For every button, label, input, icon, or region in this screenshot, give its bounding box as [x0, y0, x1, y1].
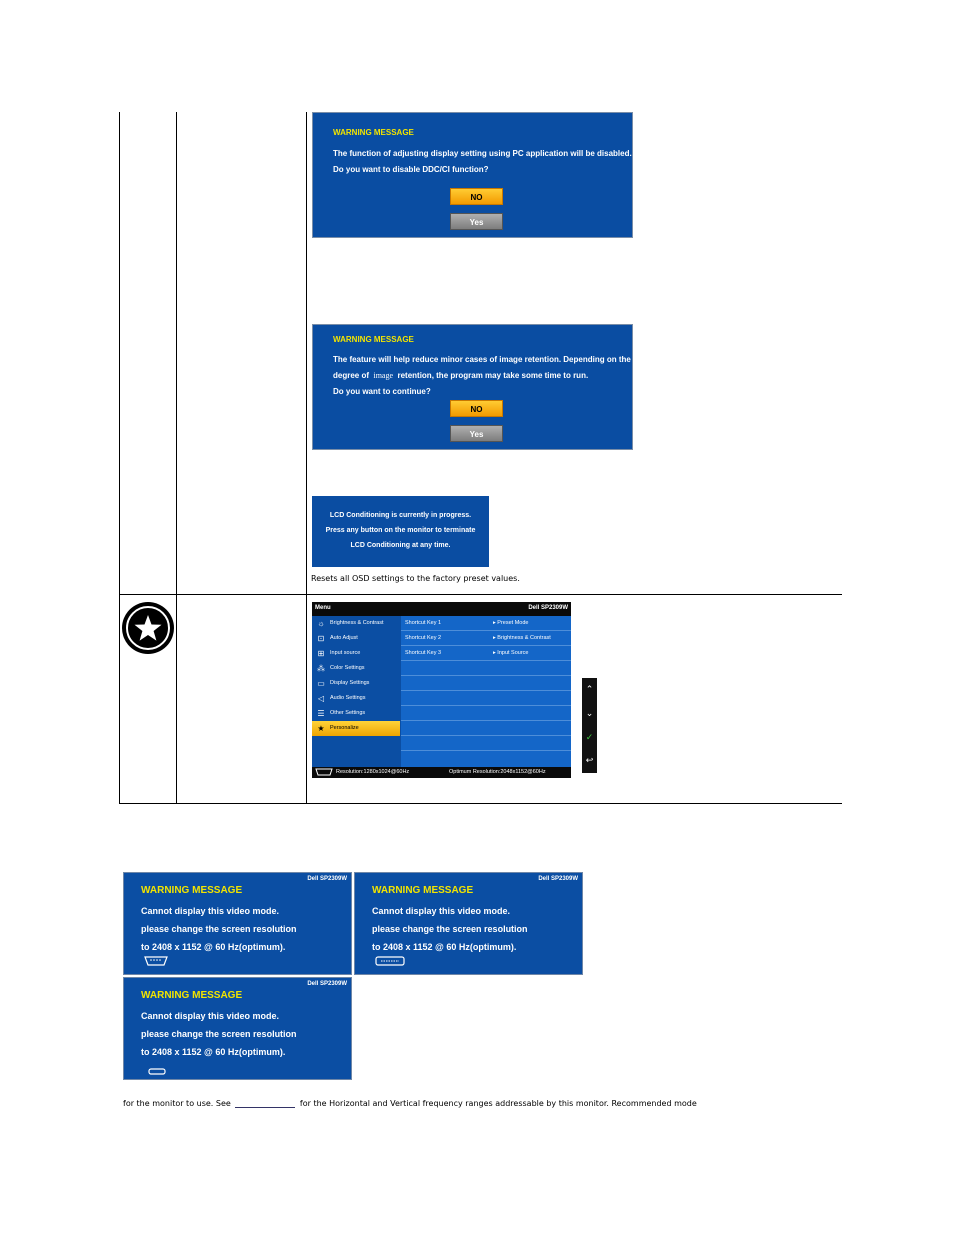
menu-item-color-settings[interactable]: [312, 661, 400, 676]
dialog-line: please change the screen resolution: [372, 924, 528, 934]
warning-dialog-hdmi: [123, 977, 352, 1080]
table-bottom-border: [119, 803, 842, 804]
color-settings-icon: ⁂: [317, 664, 325, 673]
down-arrow-icon[interactable]: ⌄: [585, 709, 594, 719]
empty-row: [401, 721, 571, 736]
dialog-title: WARNING MESSAGE: [141, 885, 243, 896]
model-label: Dell SP2309W: [307, 981, 347, 987]
shortcut-value-text: Input Source: [497, 650, 529, 656]
yes-button[interactable]: Yes: [450, 213, 503, 230]
model-label: Dell SP2309W: [538, 876, 578, 882]
menu-item-label: Display Settings: [330, 680, 370, 686]
osd-nav-buttons: [582, 678, 597, 773]
menu-item-auto-adjust[interactable]: [312, 631, 400, 646]
osd-menu-title: Menu: [315, 605, 331, 611]
osd-submenu: [401, 616, 571, 767]
dialog-line: Do you want to continue?: [333, 387, 431, 396]
osd-menu: [312, 602, 571, 778]
shortcut-key-label: Shortcut Key 1: [405, 620, 442, 626]
table-row-divider: [119, 594, 842, 595]
dialog-text: image: [373, 371, 394, 380]
sun-icon: ☼: [317, 619, 325, 628]
empty-row: [401, 676, 571, 691]
dialog-text: retention, the program may take some time to run.: [397, 371, 589, 380]
menu-item-other-settings[interactable]: [312, 706, 400, 721]
shortcut-value-text: Brightness & Contrast: [497, 635, 551, 641]
osd-status-bar: [312, 767, 571, 778]
menu-item-label: Auto Adjust: [330, 635, 358, 641]
star-icon: ★: [317, 724, 325, 733]
menu-item-input-source[interactable]: [312, 646, 400, 661]
no-button[interactable]: NO: [450, 400, 503, 417]
menu-item-label: Color Settings: [330, 665, 365, 671]
display-settings-icon: ▭: [317, 679, 325, 688]
hdmi-connector-icon: [148, 1062, 166, 1080]
empty-row: [401, 661, 571, 676]
warning-dialog-vga: [123, 872, 352, 975]
yes-button[interactable]: Yes: [450, 425, 503, 442]
shortcut-value: ▸ Brightness & Contrast: [493, 635, 551, 641]
dialog-line: Cannot display this video mode.: [372, 906, 511, 916]
progress-line: LCD Conditioning is currently in progress.: [329, 512, 472, 519]
other-settings-icon: ☰: [317, 709, 325, 718]
up-arrow-icon[interactable]: ⌃: [585, 685, 594, 695]
ddc-warning-dialog: [312, 112, 633, 238]
dialog-title: WARNING MESSAGE: [333, 335, 414, 344]
shortcut-row[interactable]: [401, 631, 571, 646]
table-border-col3: [306, 112, 307, 804]
empty-row: [401, 751, 571, 766]
no-button[interactable]: NO: [450, 188, 503, 205]
menu-item-label: Other Settings: [330, 710, 366, 716]
menu-item-brightness-contrast[interactable]: [312, 616, 400, 631]
dialog-title: WARNING MESSAGE: [333, 128, 414, 137]
dialog-line: The feature will help reduce minor cases of image retention. Depending on the: [333, 355, 631, 364]
shortcut-row[interactable]: [401, 616, 571, 631]
dialog-title: WARNING MESSAGE: [141, 990, 243, 1001]
empty-row: [401, 736, 571, 751]
menu-item-display-settings[interactable]: [312, 676, 400, 691]
menu-item-label: Brightness & Contrast: [330, 620, 384, 626]
dialog-line: to 2408 x 1152 @ 60 Hz(optimum).: [141, 942, 286, 952]
shortcut-value-text: Preset Mode: [497, 620, 529, 626]
specifications-link[interactable]: [235, 1098, 295, 1108]
table-border-col2: [176, 112, 177, 804]
warning-dialog-dvi: [354, 872, 583, 975]
lcd-conditioning-progress: [312, 496, 489, 567]
model-label: Dell SP2309W: [307, 876, 347, 882]
dialog-title: WARNING MESSAGE: [372, 885, 474, 896]
auto-adjust-icon: ⊡: [317, 634, 325, 643]
dialog-line: please change the screen resolution: [141, 924, 297, 934]
osd-header: [312, 602, 571, 616]
progress-line: LCD Conditioning at any time.: [350, 542, 451, 549]
menu-item-audio-settings[interactable]: [312, 691, 400, 706]
empty-row: [401, 691, 571, 706]
dialog-line: [333, 371, 588, 380]
menu-item-personalize[interactable]: [312, 721, 400, 736]
footer-text: [123, 1098, 697, 1108]
input-source-icon: ⊞: [317, 649, 325, 658]
shortcut-row[interactable]: [401, 646, 571, 661]
menu-item-label: Input source: [330, 650, 361, 656]
vga-connector-icon: [144, 953, 168, 971]
optimum-resolution: Optimum Resolution:2048x1152@60Hz: [449, 769, 546, 775]
table-border-left: [119, 112, 120, 804]
dialog-line: to 2408 x 1152 @ 60 Hz(optimum).: [372, 942, 517, 952]
dialog-line: The function of adjusting display setting using PC application will be disabled.: [333, 149, 632, 158]
dialog-line: Do you want to disable DDC/CI function?: [333, 165, 489, 174]
check-icon[interactable]: ✓: [585, 733, 594, 743]
footer-text-a: for the monitor to use. See: [123, 1099, 231, 1108]
dialog-line: to 2408 x 1152 @ 60 Hz(optimum).: [141, 1047, 286, 1057]
menu-item-label: Personalize: [330, 725, 359, 731]
vga-connector-icon: [315, 768, 333, 778]
shortcut-value: ▸ Preset Mode: [493, 620, 529, 626]
osd-main-menu: [312, 616, 400, 767]
dvi-connector-icon: [375, 953, 405, 971]
empty-row: [401, 706, 571, 721]
menu-item-label: Audio Settings: [330, 695, 366, 701]
dialog-line: Cannot display this video mode.: [141, 906, 280, 916]
shortcut-key-label: Shortcut Key 3: [405, 650, 442, 656]
footer-text-b: for the Horizontal and Vertical frequency ranges addressable by this monitor. Recommended mode: [299, 1099, 697, 1108]
reset-caption: Resets all OSD settings to the factory preset values.: [311, 574, 520, 583]
progress-line: Press any button on the monitor to terminate: [325, 527, 476, 534]
dialog-line: Cannot display this video mode.: [141, 1011, 280, 1021]
osd-model: Dell SP2309W: [528, 605, 568, 611]
shortcut-key-label: Shortcut Key 2: [405, 635, 442, 641]
speaker-icon: ◁: [317, 694, 325, 703]
dialog-text: degree of: [333, 371, 370, 380]
personalize-star-icon: [122, 602, 174, 654]
lcd-conditioning-warning-dialog: [312, 324, 633, 450]
back-icon[interactable]: ↩: [585, 756, 594, 766]
current-resolution: Resolution:1280x1024@60Hz: [336, 769, 410, 775]
dialog-line: please change the screen resolution: [141, 1029, 297, 1039]
shortcut-value: ▸ Input Source: [493, 650, 529, 656]
